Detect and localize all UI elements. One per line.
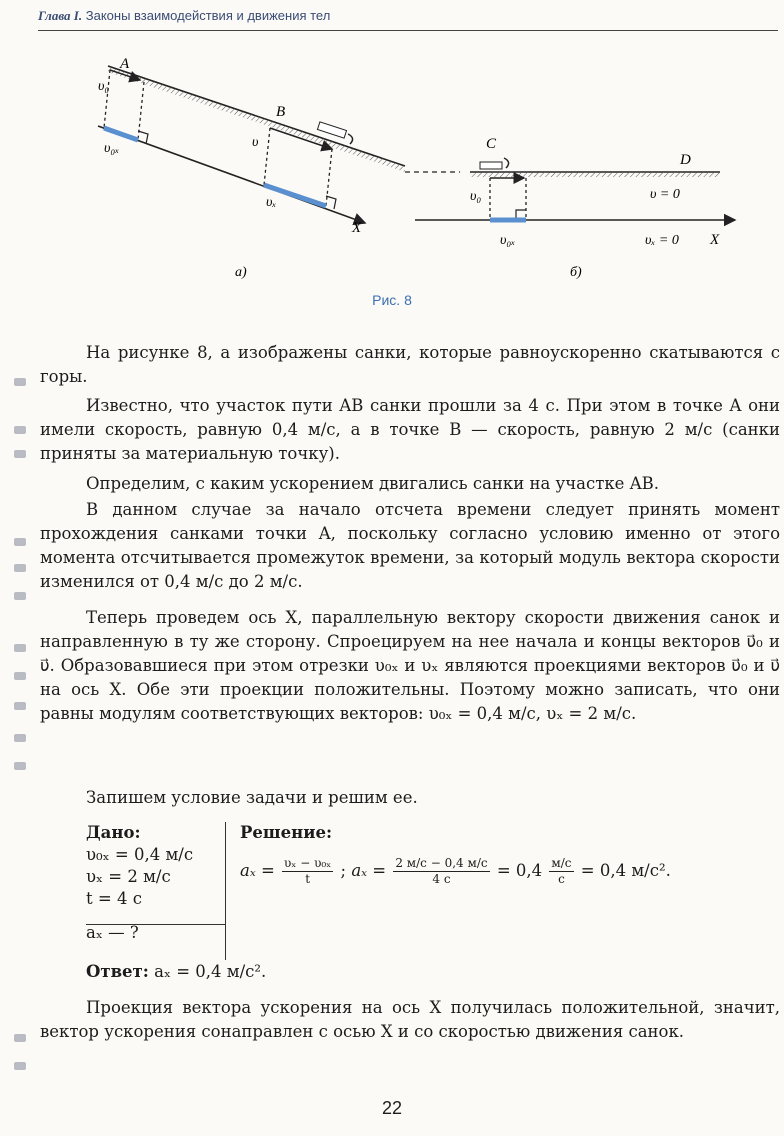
v0x-segment: [104, 128, 138, 140]
margin-mark: [14, 450, 26, 458]
label-axis-a: X: [352, 220, 362, 236]
margin-mark: [14, 702, 26, 710]
label-v0-b: υ₀: [470, 189, 482, 204]
label-point-c: C: [486, 136, 497, 152]
solution-block: [240, 822, 780, 886]
solution-formula: aₓ = $\frac{\text{υₓ − υ₀ₓ}}{t}$ ; aₓ = $\frac{2 м/с - 0,4 м/с}{4 с}$ = 0,4 $\frac{м/с}{с}$ = 0,4 м/с².: [240, 856, 671, 886]
paragraph-1: На рисунке 8, а изображены санки, которые равноускоренно скатываются с горы.: [40, 343, 780, 386]
paragraph-7: Проекция вектора ускорения на ось X получилась положительной, значит, вектор ускорения сонаправлен с осью X и со скоростью движения санок.: [40, 998, 780, 1041]
given-solution-divider: [225, 822, 226, 960]
label-point-a: A: [120, 56, 130, 72]
answer-value: aₓ = 0,4 м/с².: [154, 962, 267, 981]
formula-lhs-1: aₓ =: [240, 861, 275, 880]
given-title: Дано:: [86, 823, 141, 842]
figure-8-drawing: [80, 48, 740, 318]
fraction-2: $\frac{2 м/с - 0,4 м/с}{4 с}$: [395, 856, 488, 886]
chapter-label: Глава I.: [38, 8, 83, 23]
given-unknown: aₓ — ?: [86, 923, 139, 942]
paragraph-4: В данном случае за начало отсчета времени следует принять момент прохождения санками точки A, поскольку согласно условию именно от этого момента отсчитывается промежуток времени, за который модуль вектора скорости изменился от 0,4 м/с до 2 м/с.: [40, 500, 780, 591]
sublabel-b: б): [570, 265, 582, 280]
solution-title: Решение:: [240, 823, 333, 842]
given-line: t = 4 с: [86, 889, 142, 908]
label-vx-a: υₓ: [266, 195, 277, 210]
fraction-1: $\frac{\text{υₓ − υ₀ₓ}}{t}$: [284, 856, 332, 886]
figure-8: [80, 48, 740, 318]
page-number: 22: [381, 1098, 403, 1118]
paragraph-5: Теперь проведем ось X, параллельную вектору скорости движения санок и направленную в ту же сторону. Спроецируем на нее начала и концы векторов υ⃗₀ и υ⃗. Образовавшиеся при этом отрезки υ₀ₓ и υₓ являются проекциями векторов υ⃗₀ и υ⃗ на ось X. Обе эти проекции положительны. Поэтому можно записать, что они равны модулям соответствующих векторов: υ₀ₓ = 0,4 м/с, υₓ = 2 м/с.: [40, 608, 780, 723]
formula-lhs-2: aₓ =: [351, 861, 387, 880]
given-line: υ₀ₓ = 0,4 м/с: [86, 845, 194, 864]
label-axis-b: X: [710, 232, 720, 248]
paragraph-3: Определим, с каким ускорением двигались санки на участке AB.: [86, 474, 659, 493]
paragraph-2: Известно, что участок пути AB санки прошли за 4 с. При этом в точке A они имели скорость, равную 0,4 м/с, а в точке B — скорость, равную 2 м/с (санки приняты за материальную точку).: [40, 396, 780, 463]
projection-lines-b: [490, 178, 526, 220]
label-v0-a: υ₀: [98, 79, 110, 94]
margin-mark: [14, 426, 26, 434]
label-point-d: D: [680, 152, 691, 168]
given-line: υₓ = 2 м/с: [86, 867, 171, 886]
label-v-a: υ: [252, 135, 259, 150]
margin-mark: [14, 1062, 26, 1070]
running-header: [38, 8, 778, 30]
margin-mark: [14, 762, 26, 770]
answer-label: Ответ:: [86, 962, 149, 981]
header-rule: [38, 30, 778, 31]
margin-mark: [14, 378, 26, 386]
sublabel-a: а): [235, 265, 247, 280]
figure-a-slope: [108, 66, 405, 172]
sled-icon-b: [480, 158, 509, 169]
label-v0x-b: υ₀ₓ: [500, 233, 516, 248]
fraction-3: $\frac{м/с}{с}$: [551, 856, 572, 886]
figure-caption: Рис. 8: [372, 292, 412, 308]
figure-b-ground: [470, 172, 720, 177]
margin-mark: [14, 734, 26, 742]
label-v-zero: υ = 0: [650, 187, 680, 202]
given-separator: [86, 924, 226, 925]
margin-mark: [14, 538, 26, 546]
margin-mark: [14, 644, 26, 652]
margin-mark: [14, 1034, 26, 1042]
margin-mark: [14, 672, 26, 680]
margin-mark: [14, 564, 26, 572]
chapter-title: Законы взаимодействия и движения тел: [85, 8, 331, 23]
label-v0x-a: υ₀ₓ: [104, 141, 120, 156]
given-block: [86, 822, 226, 944]
answer-line: [86, 962, 266, 981]
margin-mark: [14, 592, 26, 600]
paragraph-6: Запишем условие задачи и решим ее.: [86, 788, 418, 807]
label-point-b: B: [276, 104, 286, 120]
label-vx-zero: υₓ = 0: [645, 233, 679, 248]
